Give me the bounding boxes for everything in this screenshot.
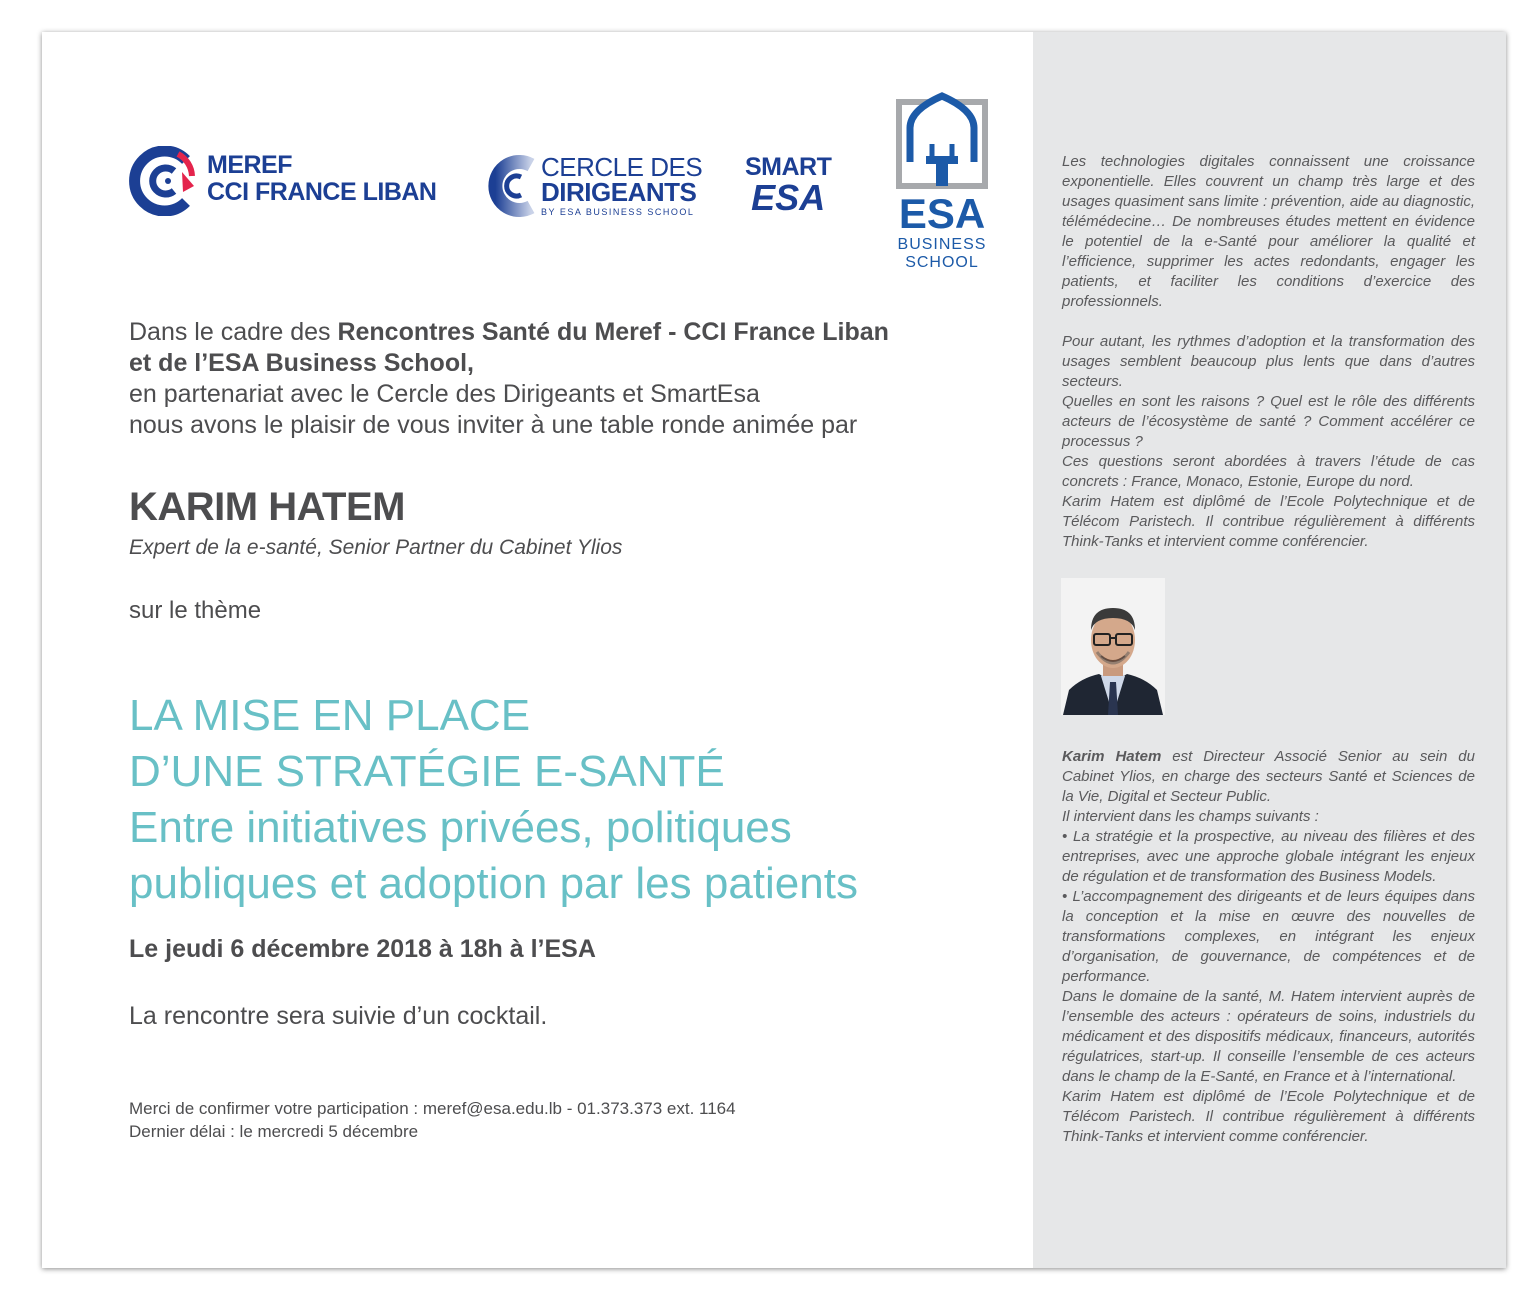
meref-logo-icon <box>128 146 198 216</box>
bio-end: Karim Hatem est diplômé de l’Ecole Polytechnique et de Télécom Paristech. Il contribue régulièrement à différents Think-Tanks et intervient comme conférencier. <box>1062 1088 1475 1145</box>
title-line3: Entre initiatives privées, politiques <box>129 803 792 852</box>
smart-line2: ESA <box>751 177 826 218</box>
rsvp-info <box>129 1097 736 1143</box>
meref-logo-text <box>207 152 437 206</box>
cercle-line1: CERCLE DES <box>541 152 703 182</box>
smart-esa-logo <box>745 154 831 216</box>
rsvp-deadline: Dernier délai : le mercredi 5 décembre <box>129 1122 419 1141</box>
meref-line1: MEREF <box>207 151 292 179</box>
cocktail-note: La rencontre sera suivie d’un cocktail. <box>129 1002 548 1030</box>
cercle-logo-icon <box>487 155 539 217</box>
intro-line4: nous avons le plaisir de vous inviter à une table ronde animée par <box>129 411 858 439</box>
theme-label: sur le thème <box>129 597 262 624</box>
speaker-title: Expert de la e-santé, Senior Partner du Cabinet Ylios <box>129 536 623 559</box>
esa-line2: BUSINESS <box>897 236 987 253</box>
cercle-line2: DIRIGEANTS <box>541 177 697 207</box>
sidebar-para2: Pour autant, les rythmes d’adoption et la transformation des usages semblent beaucoup plus lents que dans d’autres secteurs. <box>1062 333 1475 390</box>
title-line2: D’UNE STRATÉGIE E-SANTÉ <box>129 747 725 796</box>
intro-prefix: Dans le cadre des <box>129 318 338 346</box>
esa-line1: ESA <box>898 190 986 237</box>
intro-bold1: Rencontres Santé du Meref - CCI France Liban <box>337 318 889 346</box>
sidebar-para3: Quelles en sont les raisons ? Quel est le rôle des différents acteurs de l’écosystème de santé ? Comment accélérer ce processus ? <box>1062 393 1475 450</box>
speaker-photo <box>1061 578 1165 715</box>
sidebar-intro-text <box>1062 152 1475 552</box>
bio-bullet2: • L’accompagnement des dirigeants et de leurs équipes dans la conception et la mise en œuvre des nouvelles de transformations complexes, en intégrant les enjeux d’organisation, de gouvernance, de compétences et de performance. <box>1062 888 1475 985</box>
esa-arch-icon <box>896 92 988 190</box>
sidebar-bio-text <box>1062 747 1475 1147</box>
bio-fields: Il intervient dans les champs suivants : <box>1062 808 1319 825</box>
intro-bold2: et de l’ESA Business School, <box>129 349 474 377</box>
bio-name: Karim Hatem <box>1062 748 1162 765</box>
sidebar-para5: Karim Hatem est diplômé de l’Ecole Polytechnique et de Télécom Paristech. Il contribue régulièrement à différents Think-Tanks et intervient comme conférencier. <box>1062 493 1475 550</box>
intro-line3: en partenariat avec le Cercle des Dirigeants et SmartEsa <box>129 380 760 408</box>
speaker-name: KARIM HATEM <box>129 485 405 529</box>
cercle-line3: BY ESA BUSINESS SCHOOL <box>541 207 695 217</box>
title-line1: LA MISE EN PLACE <box>129 691 531 740</box>
rsvp-line1: Merci de confirmer votre participation : meref@esa.edu.lb - 01.373.373 ext. 1164 <box>129 1099 736 1118</box>
event-title <box>129 688 1009 912</box>
event-date: Le jeudi 6 décembre 2018 à 18h à l’ESA <box>129 935 596 963</box>
sidebar-para1: Les technologies digitales connaissent une croissance exponentielle. Elles couvrent un champ très large et des usages quasiment sans limite : prévention, aide au diagnostic, télémédecine… De nombreuses études mettent en évidence le potentiel de la e-Santé pour améliorer la qualité et l’efficience, supprimer les actes redondants, engager les patients, et faciliter les conditions d’exercice des professionnels. <box>1062 153 1475 310</box>
title-line4: publiques et adoption par les patients <box>129 859 858 908</box>
meref-line2: CCI FRANCE LIBAN <box>207 178 437 206</box>
cercle-logo-text <box>541 152 703 219</box>
intro-paragraph <box>129 317 979 441</box>
esa-line3: SCHOOL <box>905 254 979 271</box>
bio-health: Dans le domaine de la santé, M. Hatem intervient auprès de l’ensemble des acteurs : opérateurs de soins, industriels du médicament et des dispositifs médicaux, financeurs, autorités régulatrices, start-up. Il conseille l’ensemble de ces acteurs dans le champ de la E-Santé, en France et à l’international. <box>1062 988 1475 1085</box>
bio-intro: est Directeur Associé Senior au sein du Cabinet Ylios, en charge des secteurs Santé et Sciences de la Vie, Digital et Secteur Public. <box>1062 748 1475 805</box>
sidebar-para4: Ces questions seront abordées à travers l’étude de cas concrets : France, Monaco, Estonie, Europe du nord. <box>1062 453 1475 490</box>
bio-bullet1: • La stratégie et la prospective, au niveau des filières et des entreprises, avec une approche globale intégrant les enjeux de régulation et de transformation des Business Models. <box>1062 828 1475 885</box>
smart-line1: SMART <box>745 153 832 181</box>
esa-logo-text <box>896 192 988 272</box>
